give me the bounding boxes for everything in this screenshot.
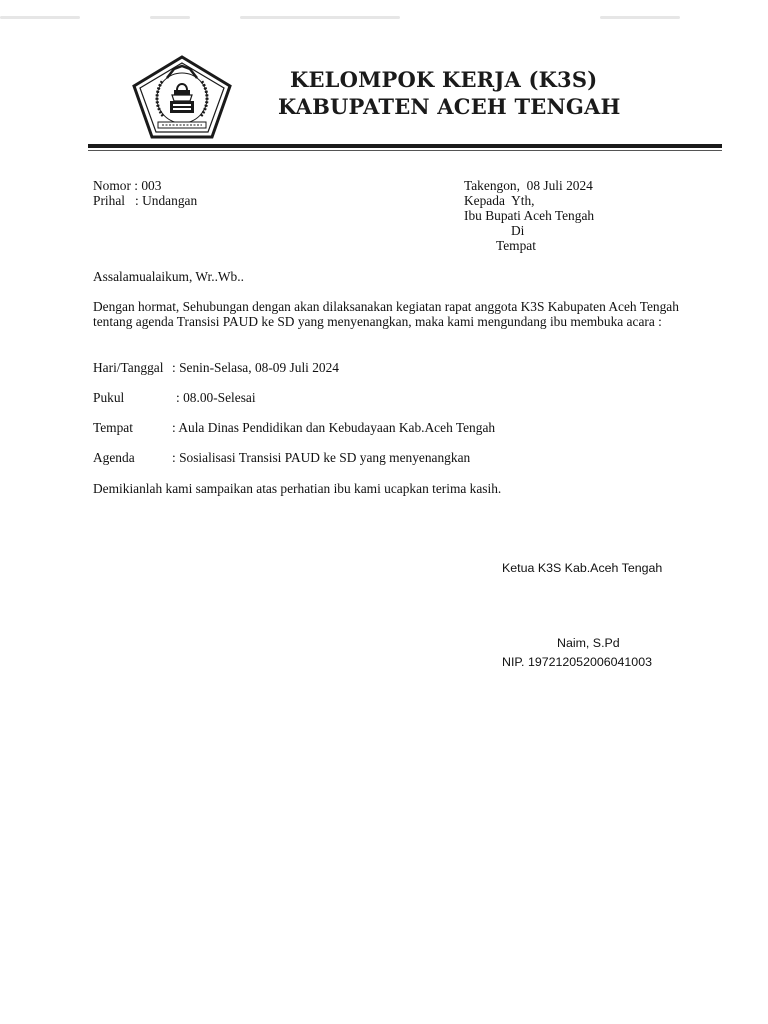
detail-pukul-text: 08.00-Selesai xyxy=(183,390,256,405)
nomor-value: 003 xyxy=(141,178,162,193)
signature-nip: NIP. 197212052006041003 xyxy=(502,655,652,669)
organization-name-line-1: KELOMPOK KERJA (K3S) xyxy=(290,67,598,92)
scan-mark xyxy=(240,16,400,19)
detail-tempat-value: : Aula Dinas Pendidikan dan Kebudayaan Kab.Aceh Tengah xyxy=(172,420,496,435)
detail-agenda-label: Agenda xyxy=(93,450,135,465)
prihal-value: Undangan xyxy=(142,193,198,208)
letterhead-divider-thin xyxy=(88,150,722,151)
recipient-place: Tempat xyxy=(496,238,536,253)
recipient-salutation: Kepada Yth, xyxy=(464,193,535,208)
prihal-label: Prihal xyxy=(93,193,125,208)
closing-paragraph: Demikianlah kami sampaikan atas perhatian ibu kami ucapkan terima kasih. xyxy=(93,481,502,496)
detail-pukul-value: : 08.00-Selesai xyxy=(176,390,256,405)
detail-hari-label: Hari/Tanggal xyxy=(93,360,164,375)
detail-pukul-label: Pukul xyxy=(93,390,125,405)
signature-title: Ketua K3S Kab.Aceh Tengah xyxy=(502,561,663,575)
detail-hari-text: Senin-Selasa, 08-09 Juli 2024 xyxy=(179,360,340,375)
greeting: Assalamualaikum, Wr..Wb.. xyxy=(93,269,244,284)
intro-paragraph: Dengan hormat, Sehubungan dengan akan dilaksanakan kegiatan rapat anggota K3S Kabupaten Aceh Tengah tentang agenda Transisi PAUD ke SD yang menyenangkan, maka kami mengundang ibu membuka acara : xyxy=(93,299,679,329)
detail-hari-value: : Senin-Selasa, 08-09 Juli 2024 xyxy=(172,360,340,375)
aceh-tengah-regency-emblem-icon xyxy=(130,54,234,140)
nomor-line: Nomor : 003 xyxy=(93,178,162,193)
detail-agenda-value: : Sosialisasi Transisi PAUD ke SD yang menyenangkan xyxy=(172,450,471,465)
organization-name-line-2: KABUPATEN ACEH TENGAH xyxy=(278,94,621,119)
detail-tempat-text: Aula Dinas Pendidikan dan Kebudayaan Kab.Aceh Tengah xyxy=(178,420,496,435)
detail-tempat-label: Tempat xyxy=(93,420,133,435)
recipient-di: Di xyxy=(511,223,525,238)
letterhead-divider xyxy=(88,144,722,148)
scan-mark xyxy=(0,16,80,19)
scan-mark xyxy=(600,16,680,19)
nomor-label: Nomor xyxy=(93,178,131,193)
detail-agenda-text: Sosialisasi Transisi PAUD ke SD yang menyenangkan xyxy=(179,450,471,465)
prihal-line: Prihal : Undangan xyxy=(93,193,198,208)
scan-mark xyxy=(150,16,190,19)
recipient-name: Ibu Bupati Aceh Tengah xyxy=(464,208,595,223)
organization-name xyxy=(278,66,621,120)
place-date: Takengon, 08 Juli 2024 xyxy=(464,178,593,193)
signature-name: Naim, S.Pd xyxy=(557,636,620,650)
